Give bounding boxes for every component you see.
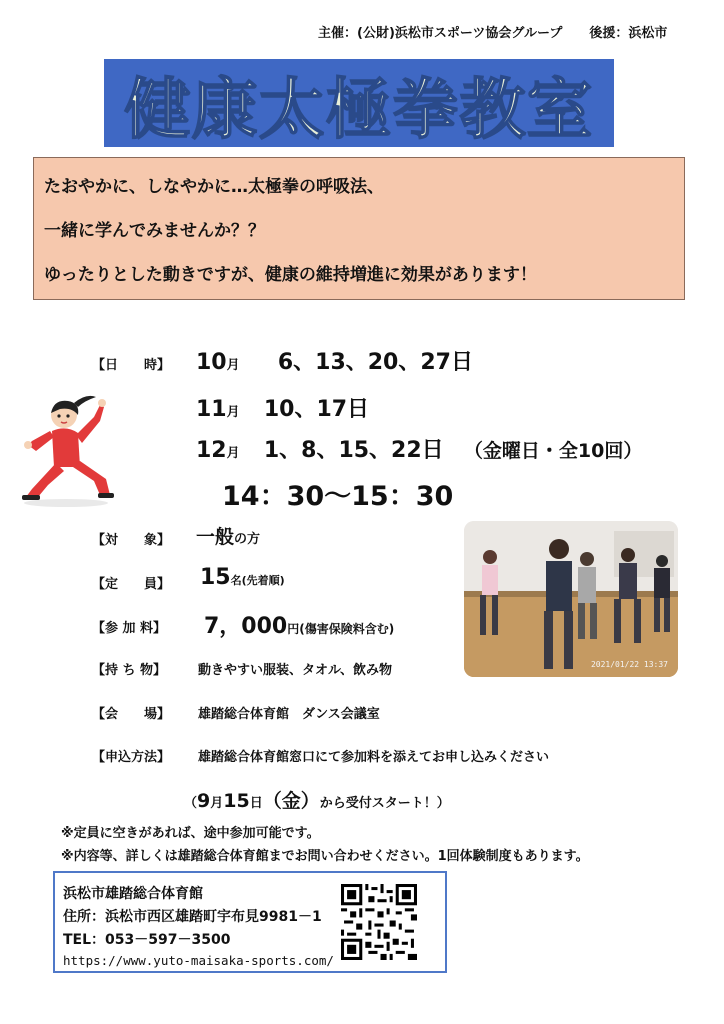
supporter-text: 後援：浜松市 xyxy=(589,26,668,41)
nov-month: 11 xyxy=(196,397,227,422)
page-title: 健康太極拳教室 xyxy=(124,70,594,148)
start-month-unit: 月 xyxy=(210,796,224,811)
apply-value: 雄踏総合体育館窓口にて参加料を添えてお申し込みください xyxy=(198,750,550,765)
fee-row xyxy=(204,609,394,640)
qr-code-icon xyxy=(341,884,417,960)
schedule-time xyxy=(222,474,453,513)
note-2: ※内容等、詳しくは雄踏総合体育館までお問い合わせください。1回体験制度もあります。 xyxy=(61,849,589,864)
month-unit: 月 xyxy=(226,405,240,420)
capacity-row xyxy=(200,565,285,590)
contact-tel: TEL：053－597－3500 xyxy=(63,932,231,948)
capacity-label: 【定 員】 xyxy=(92,577,171,592)
start-month: 9 xyxy=(197,790,211,812)
schedule-october xyxy=(196,345,473,376)
capacity-value: 15 xyxy=(200,565,231,590)
start-day-unit: 日 xyxy=(249,796,263,811)
fee-label: 【参 加 料】 xyxy=(92,621,167,636)
items-label: 【持 ち 物】 xyxy=(92,663,167,678)
venue-value: 雄踏総合体育館 ダンス会議室 xyxy=(198,707,380,722)
sponsor-line xyxy=(318,22,667,41)
target-suffix: の方 xyxy=(234,532,261,547)
target-label: 【対 象】 xyxy=(92,533,171,548)
dec-note: （金曜日・全10回） xyxy=(463,440,643,462)
class-photo xyxy=(464,521,678,677)
nov-days: 10、17日 xyxy=(263,397,370,422)
class-photo-image xyxy=(464,521,678,677)
note-1: ※定員に空きがあれば、途中参加可能です。 xyxy=(61,826,320,841)
fee-suffix: 円(傷害保険料含む) xyxy=(287,622,395,636)
application-start xyxy=(184,786,450,813)
apply-label: 【申込方法】 xyxy=(92,750,171,765)
dec-month: 12 xyxy=(196,438,227,463)
schedule-december xyxy=(196,433,642,464)
photo-timestamp: 2021/01/22 13:37 xyxy=(590,660,668,669)
month-unit: 月 xyxy=(226,358,240,373)
contact-address: 住所：浜松市西区雄踏町宇布見9981－1 xyxy=(63,909,322,925)
class-time: 14：30～15：30 xyxy=(222,481,454,512)
dec-days: 1、8、15、22日 xyxy=(263,438,444,463)
month-unit: 月 xyxy=(226,446,240,461)
start-weekday: （金） xyxy=(262,790,320,812)
target-row xyxy=(196,522,260,549)
intro-line-3: ゆったりとした動きですが、健康の維持増進に効果があります！ xyxy=(44,265,537,285)
oct-days: 6、13、20、27日 xyxy=(277,350,473,375)
target-value: 一般 xyxy=(196,526,235,548)
contact-name: 浜松市雄踏総合体育館 xyxy=(63,886,203,902)
tai-chi-illustration xyxy=(14,385,118,509)
fee-value: 7，000 xyxy=(204,614,288,639)
start-day: 15 xyxy=(223,790,250,812)
capacity-suffix: 名(先着順) xyxy=(230,574,285,587)
intro-line-1: たおやかに、しなやかに…太極拳の呼吸法、 xyxy=(44,177,384,197)
schedule-november xyxy=(196,392,369,423)
items-value: 動きやすい服装、タオル、飲み物 xyxy=(198,663,392,678)
schedule-label: 【日 時】 xyxy=(92,358,171,373)
contact-box xyxy=(53,871,447,973)
start-suffix: から受付スタート！） xyxy=(319,796,450,811)
organizer-text: 主催：(公財)浜松市スポーツ協会グループ xyxy=(318,26,563,41)
intro-box xyxy=(33,157,685,300)
start-open-paren: （ xyxy=(184,796,198,811)
venue-label: 【会 場】 xyxy=(92,707,171,722)
contact-url[interactable]: https://www.yuto-maisaka-sports.com/ xyxy=(63,953,334,968)
intro-line-2: 一緒に学んでみませんか？？ xyxy=(44,221,265,241)
oct-month: 10 xyxy=(196,350,227,375)
title-banner xyxy=(104,59,614,147)
